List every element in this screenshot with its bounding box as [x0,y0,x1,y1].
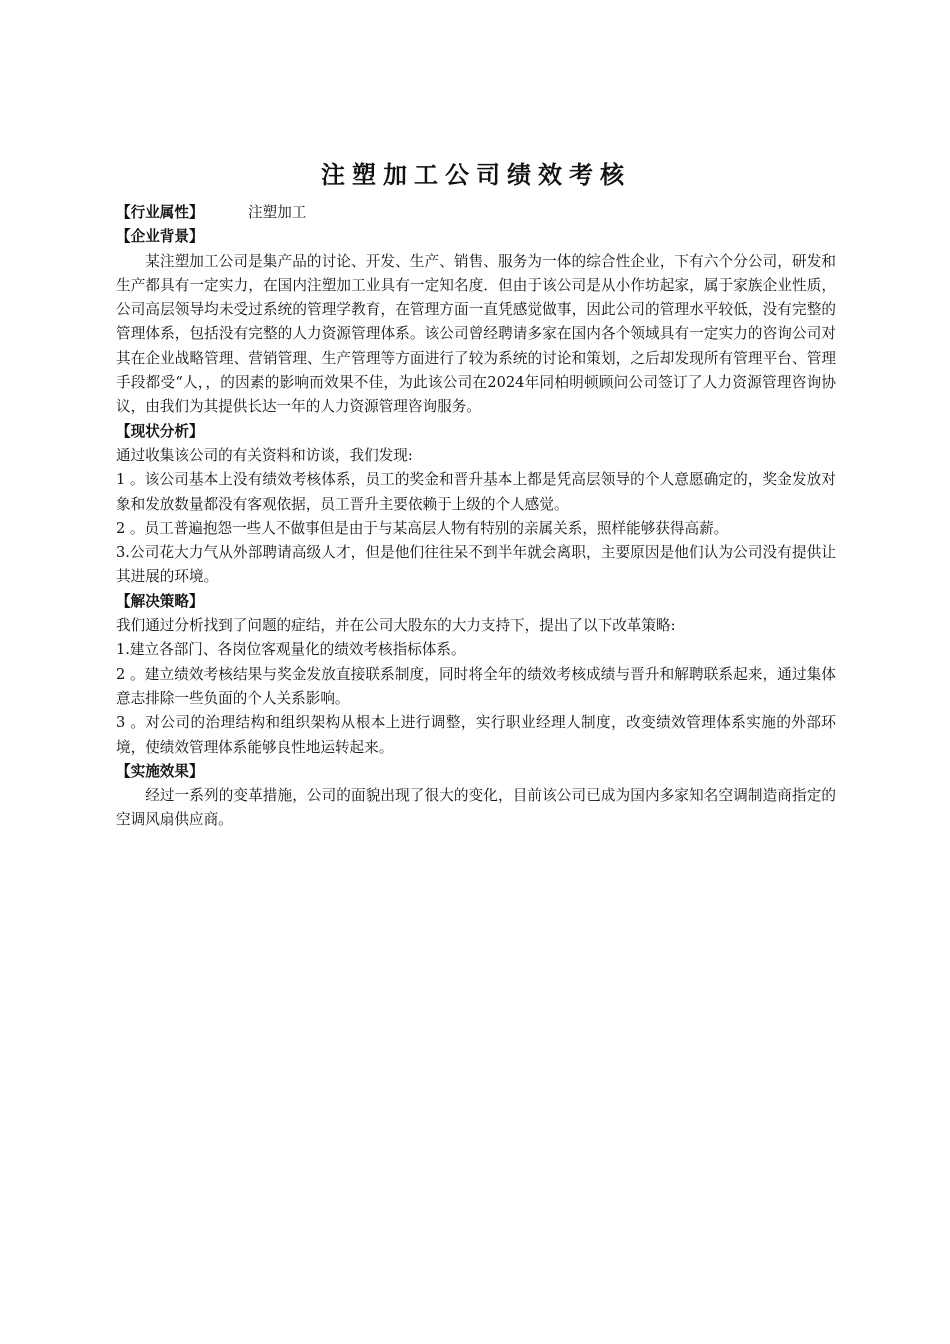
analysis-item: 1 。该公司基本上没有绩效考核体系，员工的奖金和晋升基本上都是凭高层领导的个人意愿确定的，奖金发放对象和发放数量都没有客观依据，员工晋升主要依赖于上级的个人感觉。 [116,471,836,513]
document-title: 注塑加工公司绩效考核 [321,161,631,189]
background-heading: 【企业背景】 [116,228,204,246]
analysis-item: 2 。员工普遍抱怨一些人不做事但是由于与某高层人物有特别的亲属关系，照样能够获得高薪。 [116,519,729,537]
analysis-item: 3.公司花大力气从外部聘请高级人才，但是他们往往呆不到半年就会离职，主要原因是他们认为公司没有提供让其进展的环境。 [116,544,836,586]
background-paragraph: 某注塑加工公司是集产品的讨论、开发、生产、销售、服务为一体的综合性企业，下有六个分公司，研发和生产都具有一定实力，在国内注塑加工业具有一定知名度．但由于该公司是从小作坊起家，属于家族企业性质，公司高层领导均未受过系统的管理学教育，在管理方面一直凭感觉做事，因此公司的管理水平较低，没有完整的管理体系，包括没有完整的人力资源管理体系。该公司曾经聘请多家在国内各个领域具有一定实力的咨询公司对其在企业战略管理、营销管理、生产管理等方面进行了较为系统的讨论和策划，之后却发现所有管理平台、管理手段都受“人，，的因素的影响而效果不佳，为此该公司在2024年同柏明顿顾问公司签订了人力资源管理咨询协议，由我们为其提供长达一年的人力资源管理咨询服务。 [116,252,836,416]
strategy-heading: 【解决策略】 [116,592,204,610]
effect-heading: 【实施效果】 [116,762,204,780]
strategy-item: 3 。对公司的治理结构和组织架构从根本上进行调整，实行职业经理人制度，改变绩效管理体系实施的外部环境，使绩效管理体系能够良性地运转起来。 [116,714,836,756]
industry-label: 【行业属性】 [116,204,204,221]
effect-paragraph: 经过一系列的变革措施，公司的面貌出现了很大的变化，目前该公司已成为国内多家知名空调制造商指定的空调风扇供应商。 [116,787,836,829]
strategy-item: 1.建立各部门、各岗位客观量化的绩效考核指标体系。 [116,641,466,659]
industry-row [116,201,836,225]
strategy-item: 2 。建立绩效考核结果与奖金发放直接联系制度，同时将全年的绩效考核成绩与晋升和解聘联系起来，通过集体意志排除一些负面的个人关系影响。 [116,665,836,707]
analysis-heading: 【现状分析】 [116,422,204,440]
strategy-intro: 我们通过分析找到了问题的症结，并在公司大股东的大力支持下，提出了以下改革策略: [116,617,676,635]
analysis-intro: 通过收集该公司的有关资料和访谈，我们发现: [116,446,413,464]
industry-value: 注塑加工 [248,204,307,221]
document-page [116,155,836,833]
